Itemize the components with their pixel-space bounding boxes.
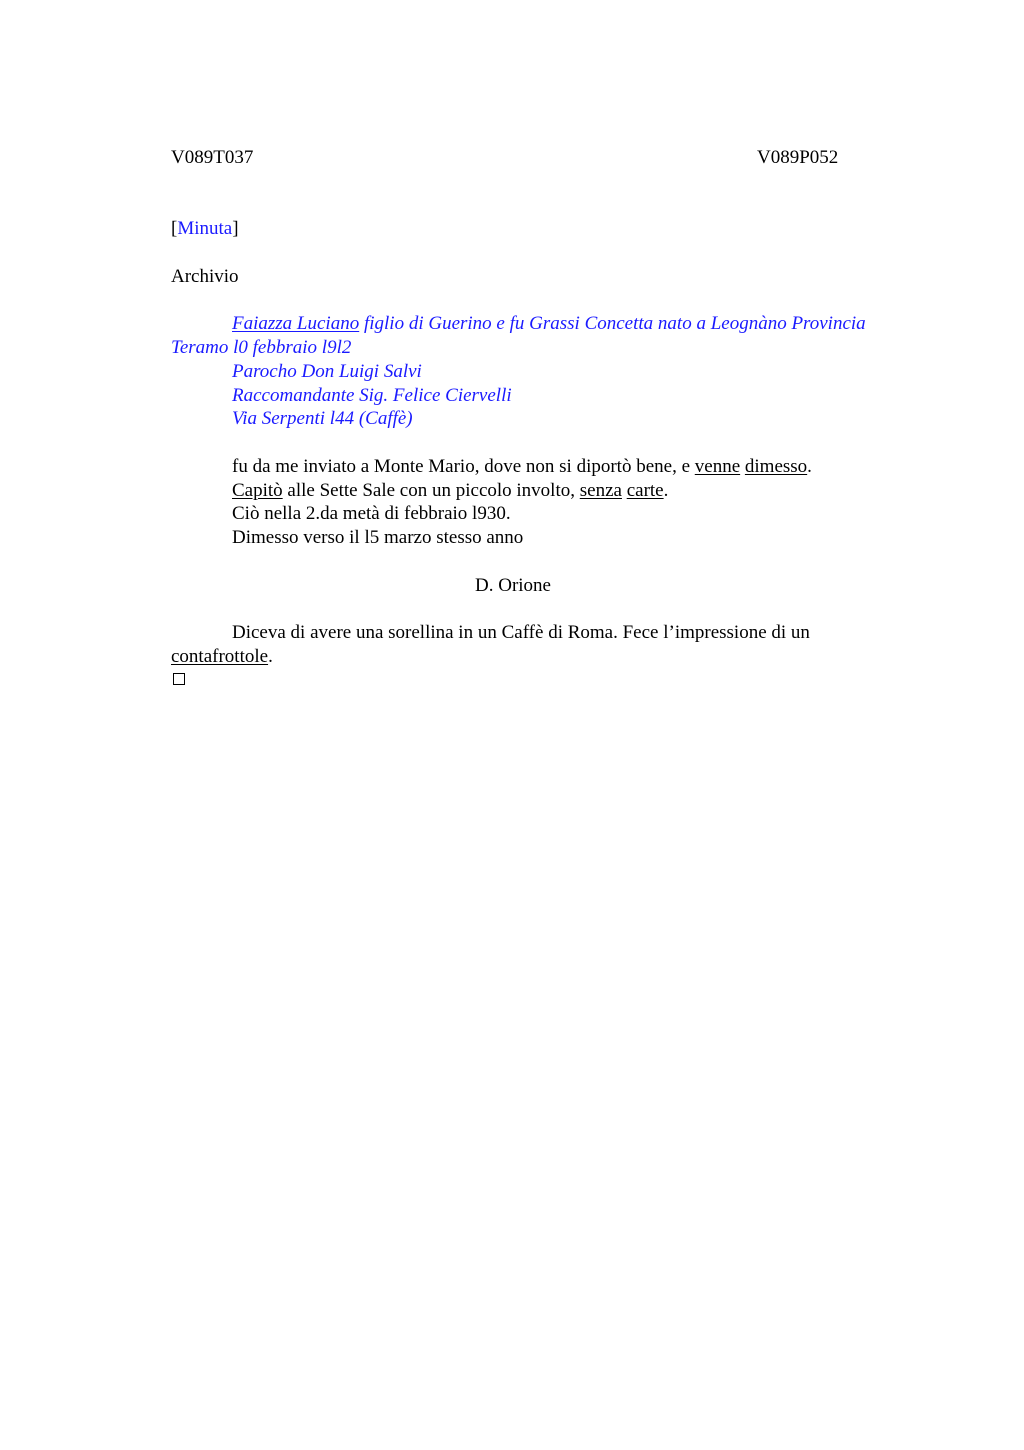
record-raccomandante: Raccomandante Sig. Felice Ciervelli bbox=[232, 385, 512, 406]
body-word-carte: carte bbox=[626, 480, 664, 501]
right-code: V089P052 bbox=[757, 147, 839, 168]
period: . bbox=[268, 646, 273, 667]
record-name: Faiazza Luciano bbox=[232, 313, 360, 334]
body-word-venne: venne bbox=[694, 456, 741, 477]
note-line-1: Diceva di avere una sorellina in un Caffè di Roma. Fece l’impressione di un bbox=[232, 622, 810, 643]
body-word-capito: Capitò bbox=[232, 480, 283, 501]
note-line-2 bbox=[171, 645, 273, 669]
record-line-1 bbox=[232, 312, 866, 336]
record-line-2: Teramo l0 febbraio l9l2 bbox=[171, 337, 352, 358]
record-address: Via Serpenti l44 (Caffè) bbox=[232, 408, 413, 429]
open-bracket: [ bbox=[171, 218, 178, 239]
body-line-2-text: alle Sette Sale con un piccolo involto, bbox=[282, 480, 580, 501]
archivio-heading: Archivio bbox=[171, 266, 239, 287]
signature: D. Orione bbox=[475, 575, 551, 596]
period: . bbox=[663, 480, 669, 501]
minuta-label bbox=[171, 217, 239, 241]
body-line-1 bbox=[232, 455, 812, 479]
minuta-text: Minuta bbox=[177, 218, 233, 239]
body-word-dimesso: dimesso bbox=[744, 456, 808, 477]
record-line-1-rest: figlio di Guerino e fu Grassi Concetta nato a Leognàno Provincia bbox=[359, 313, 866, 334]
body-word-senza: senza bbox=[579, 480, 622, 501]
close-bracket: ] bbox=[232, 218, 239, 239]
body-line-1-text: fu da me inviato a Monte Mario, dove non si diportò bene, e bbox=[232, 456, 695, 477]
body-line-2 bbox=[232, 479, 668, 503]
left-code: V089T037 bbox=[171, 147, 254, 168]
empty-box-icon bbox=[173, 673, 185, 685]
record-parroco: Parocho Don Luigi Salvi bbox=[232, 361, 422, 382]
body-line-3: Ciò nella 2.da metà di febbraio l930. bbox=[232, 503, 511, 524]
period: . bbox=[807, 456, 812, 477]
body-line-4: Dimesso verso il l5 marzo stesso anno bbox=[232, 527, 524, 548]
note-word-contafrottole: contafrottole bbox=[171, 646, 269, 667]
